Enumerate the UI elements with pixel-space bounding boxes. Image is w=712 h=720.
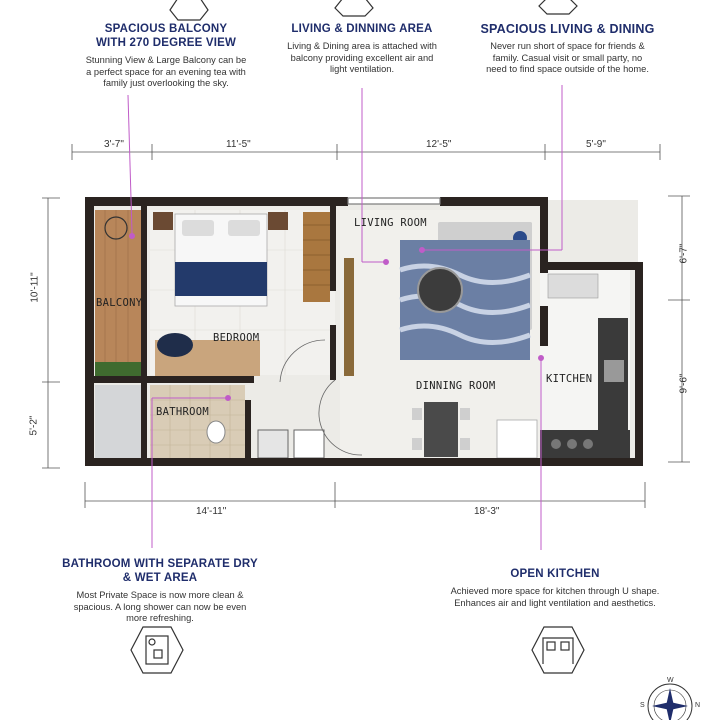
dim-bottom-1: 14'-11" (196, 506, 227, 517)
hex-icon-top-mid (335, 0, 373, 16)
bathroom-hex-icon (131, 627, 183, 673)
dim-lines-top (72, 144, 660, 160)
dim-top-1: 3'-7" (104, 139, 124, 150)
toilet (207, 421, 225, 443)
callout-dining-title: SPACIOUS LIVING & DINING (480, 22, 655, 36)
compass-w-label: W (667, 677, 674, 684)
tv-unit (344, 258, 354, 376)
callout-bathroom-desc: Most Private Space is now more clean & spacious. A long shower can now be even more refreshing. (73, 590, 247, 623)
kitchen-sink (604, 360, 624, 382)
room-label-bathroom: BATHROOM (156, 406, 209, 418)
dim-lines-left (42, 198, 60, 468)
dim-lines-bottom (85, 482, 645, 508)
dim-bottom-2: 18'-3" (474, 506, 500, 517)
dim-top-2: 11'-5" (226, 139, 251, 150)
compass-s-label: S (640, 702, 645, 709)
room-label-bedroom: BEDROOM (213, 332, 260, 344)
dim-lines-right (668, 196, 690, 462)
bathroom-floor (150, 385, 245, 460)
room-label-living: LIVING ROOM (354, 217, 427, 229)
callout-living-title: LIVING & DINNING AREA (291, 23, 433, 35)
callout-kitchen-desc: Achieved more space for kitchen through U shape. Enhances air and light ventilation and aesthetics. (450, 586, 660, 608)
compass-n-label: N (695, 702, 701, 709)
callout-balcony-title: SPACIOUS BALCONY WITH 270 DEGREE VIEW (95, 23, 237, 49)
callout-bathroom-title: BATHROOM WITH SEPARATE DRY & WET AREA (62, 558, 258, 584)
hex-icon-top-left (170, 0, 208, 20)
dim-right-1: 6'-7" (678, 243, 690, 264)
dim-left-1: 10'-11" (29, 272, 41, 303)
dim-left-2: 5'-2" (28, 415, 40, 436)
room-label-kitchen: KITCHEN (546, 373, 593, 385)
shower-area (95, 385, 143, 460)
wash-basin (294, 430, 324, 458)
compass-icon (648, 684, 692, 720)
coffee-table (418, 268, 462, 312)
kitchen-hex-icon (532, 627, 584, 673)
dim-top-3: 12'-5" (426, 139, 452, 150)
washing-machine (258, 430, 288, 458)
bed-blanket (175, 262, 267, 296)
callout-kitchen-title: OPEN KITCHEN (510, 568, 600, 580)
fridge (497, 420, 537, 458)
room-label-balcony: BALCONY (96, 297, 143, 309)
callout-balcony-desc: Stunning View & Large Balcony can be a perfect space for an evening tea with family just overlooking the sky. (85, 55, 247, 88)
balcony-planter (95, 362, 141, 376)
wardrobe (303, 212, 330, 302)
dim-top-4: 5'-9" (586, 139, 606, 150)
dining-table (424, 402, 458, 457)
room-label-dinning: DINNING ROOM (416, 380, 496, 392)
hex-icon-top-right (539, 0, 577, 14)
callout-dining-desc: Never run short of space for friends & family. Casual visit or small party, no need to find space outside of the home. (486, 41, 649, 74)
callout-living-desc: Living & Dining area is attached with balcony providing excellent air and light ventilation. (287, 41, 437, 74)
dim-right-2: 9'-6" (678, 373, 690, 394)
